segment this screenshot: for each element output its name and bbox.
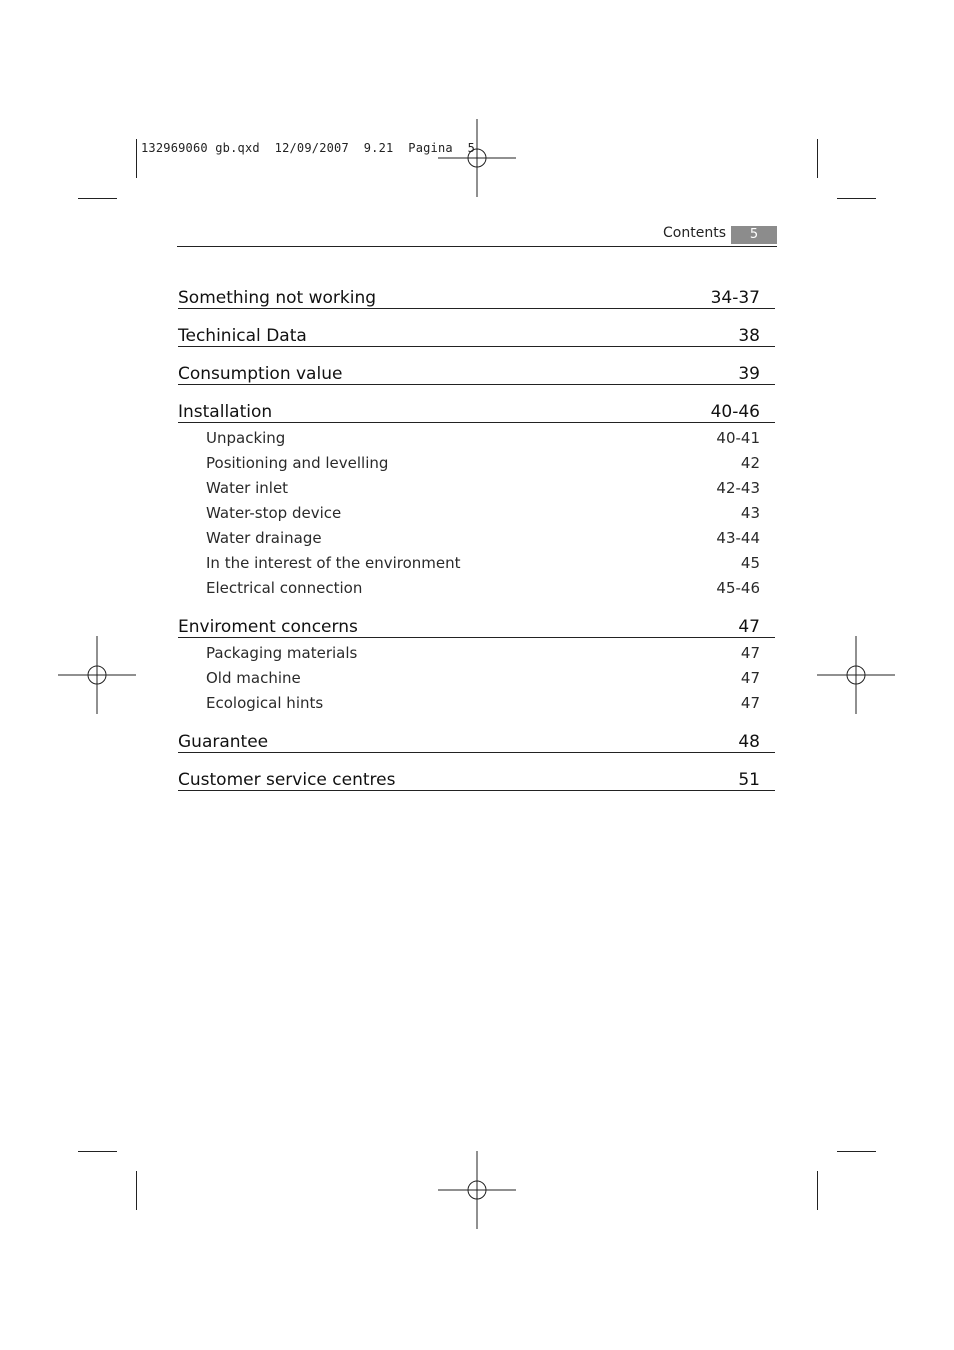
toc-subsection-title: Packaging materials: [206, 643, 358, 662]
toc-subsection-title: Old machine: [206, 668, 301, 687]
toc-section-heading: [178, 725, 775, 753]
toc-section-heading: [178, 763, 775, 791]
toc-subsection-pages: 42-43: [716, 478, 760, 497]
toc-subsection-pages: 42: [740, 453, 760, 472]
toc-subsection-pages: 45: [740, 553, 760, 572]
toc-subsection-title: Water inlet: [206, 478, 289, 497]
toc-subsection-list: [178, 638, 775, 715]
toc-subsection: [178, 475, 775, 500]
crop-mark-top-right-v: [817, 139, 818, 178]
toc-subsection-title: Positioning and levelling: [206, 453, 389, 472]
toc-section-heading: [178, 395, 775, 423]
toc-section-pages: 47: [738, 617, 760, 637]
header-rule: [177, 246, 777, 247]
toc-subsection-pages: 43-44: [716, 528, 760, 547]
page-number-badge: 5: [731, 226, 777, 244]
toc-subsection-pages: 45-46: [716, 578, 760, 597]
registration-mark-top: [438, 119, 516, 197]
toc-subsection: [178, 665, 775, 690]
toc-subsection-title: Water-stop device: [206, 503, 342, 522]
toc-section-pages: 40-46: [710, 402, 760, 422]
toc-subsection: [178, 550, 775, 575]
crop-mark-bottom-right-h: [837, 1151, 876, 1152]
crop-mark-bottom-left-h: [78, 1151, 117, 1152]
running-header-label: Contents: [663, 225, 726, 241]
toc-subsection: [178, 425, 775, 450]
toc-section: [178, 395, 775, 600]
toc-section-pages: 48: [738, 732, 760, 752]
toc-section-title: Techinical Data: [178, 326, 307, 346]
toc-subsection-title: Unpacking: [206, 428, 286, 447]
toc-section-heading: [178, 610, 775, 638]
crop-mark-bottom-left-v: [136, 1171, 137, 1210]
registration-mark-right: [817, 636, 895, 714]
toc-subsection-title: In the interest of the environment: [206, 553, 461, 572]
toc-section: [178, 763, 775, 791]
toc-section-pages: 34-37: [710, 288, 760, 308]
toc-section: [178, 725, 775, 753]
toc-section: [178, 610, 775, 715]
toc-section-title: Something not working: [178, 288, 377, 308]
toc-section-heading: [178, 319, 775, 347]
toc-section-title: Consumption value: [178, 364, 343, 384]
toc-section: [178, 281, 775, 309]
toc-subsection: [178, 575, 775, 600]
toc-subsection-title: Ecological hints: [206, 693, 324, 712]
toc-subsection: [178, 690, 775, 715]
print-slug: 132969060 gb.qxd 12/09/2007 9.21 Pagina 5: [141, 141, 476, 155]
toc-section-heading: [178, 281, 775, 309]
registration-mark-bottom: [438, 1151, 516, 1229]
toc-section: [178, 319, 775, 347]
toc-subsection: [178, 525, 775, 550]
toc-section-title: Installation: [178, 402, 273, 422]
crop-mark-top-left-h: [78, 198, 117, 199]
toc-subsection: [178, 500, 775, 525]
toc-subsection-list: [178, 423, 775, 600]
toc-subsection-pages: 47: [740, 668, 760, 687]
crop-mark-bottom-right-v: [817, 1171, 818, 1210]
toc-subsection-title: Water drainage: [206, 528, 322, 547]
toc-section-title: Guarantee: [178, 732, 269, 752]
toc-section-title: Customer service centres: [178, 770, 396, 790]
toc-subsection: [178, 450, 775, 475]
toc-section-pages: 38: [738, 326, 760, 346]
toc-subsection-title: Electrical connection: [206, 578, 363, 597]
toc-subsection-pages: 47: [740, 693, 760, 712]
toc-section: [178, 357, 775, 385]
crop-mark-top-right-h: [837, 198, 876, 199]
toc-section-title: Enviroment concerns: [178, 617, 358, 637]
table-of-contents: [178, 281, 775, 801]
toc-subsection-pages: 40-41: [716, 428, 760, 447]
crop-mark-top-left-v: [136, 139, 137, 178]
toc-subsection-pages: 47: [740, 643, 760, 662]
registration-mark-left: [58, 636, 136, 714]
toc-section-heading: [178, 357, 775, 385]
toc-section-pages: 39: [738, 364, 760, 384]
toc-section-pages: 51: [738, 770, 760, 790]
toc-subsection: [178, 640, 775, 665]
toc-subsection-pages: 43: [740, 503, 760, 522]
